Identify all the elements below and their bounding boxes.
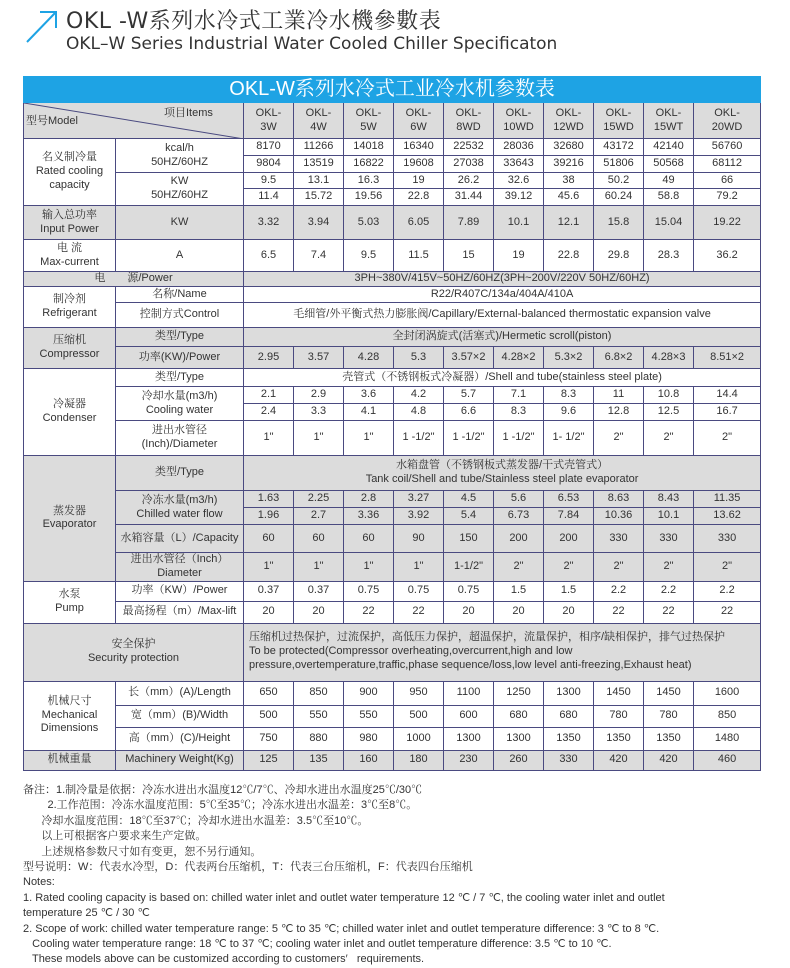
note-line: These models above can be customized according to customers′ requirements. [23, 953, 425, 966]
value-cell: 330 [544, 750, 594, 770]
value-cell: 12.8 [594, 404, 644, 421]
item-label: 进出水管径 (Inch)/Diameter [116, 421, 244, 456]
value-cell: 22 [694, 601, 761, 623]
security-value: 压缩机过热保护，过流保护，高低压力保护，超温保护，流量保护，相序/缺相保护，排气过热保护 To be protected(Compressor overheating,overcurrent,high and low pressure,overtemperature,traffic,phase sequence/loss,low level anti-freezing,Exhaust heat) [244, 623, 761, 681]
value-cell: 1" [294, 421, 344, 456]
value-cell: 10.1 [494, 206, 544, 240]
value-cell: 79.2 [694, 189, 761, 206]
value-cell: 200 [544, 525, 594, 553]
value-cell: 1 -1/2" [494, 421, 544, 456]
value-cell: 1" [244, 421, 294, 456]
value-cell: 10.36 [594, 508, 644, 525]
table-row [24, 173, 761, 189]
value-cell: 2" [694, 421, 761, 456]
note-line: 备注：1.制冷量是依据：冷冻水进出水温度12℃/7℃、冷却水进出水温度25℃/30℃ [23, 784, 423, 796]
value-cell: 11 [594, 387, 644, 404]
item-label: 水箱容量（L）/Capacity [116, 525, 244, 553]
unit-label: KW [116, 206, 244, 240]
value-cell: 15.04 [644, 206, 694, 240]
item-label: 最高扬程（m）/Max-lift [116, 601, 244, 623]
value-cell: 550 [344, 705, 394, 727]
value-cell: 8.63 [594, 491, 644, 508]
value-cell: 60.24 [594, 189, 644, 206]
value-cell: 6.8×2 [594, 347, 644, 369]
table-row [24, 456, 761, 491]
value-cell: 2" [644, 421, 694, 456]
value-cell: 8170 [244, 139, 294, 156]
value-cell: 19608 [394, 156, 444, 173]
item-label: Machinery Weight(Kg) [116, 750, 244, 770]
value-cell: 1100 [444, 681, 494, 705]
item-label: 类型/Type [116, 456, 244, 491]
value-cell: 7.4 [294, 240, 344, 272]
value-cell: 950 [394, 681, 444, 705]
note-line: 2.工作范围：冷冻水温度范围：5℃至35℃；冷冻水进出水温差：3℃至8℃。 [23, 799, 418, 812]
value-cell: 1 -1/2" [394, 421, 444, 456]
value-cell: 60 [244, 525, 294, 553]
note-line: 1. Rated cooling capacity is based on: chilled water inlet and outlet water temperature 12 ℃ / 7 ℃, the cooling water inlet and outlet [23, 891, 665, 904]
item-label: 控制方式Control [116, 303, 244, 328]
note-line: Cooling water temperature range: 18 ℃ to 37 ℃; cooling water inlet and outlet temperature difference: 3.5 ℃ to 10 ℃. [23, 938, 612, 951]
model-header: OKL- 10WD [494, 103, 544, 139]
value-cell: 3.92 [394, 508, 444, 525]
note-line: Notes: [23, 876, 55, 889]
item-label: 功率（KW）/Power [116, 581, 244, 601]
value-cell: 13519 [294, 156, 344, 173]
group-compressor: 压缩机 Compressor [24, 328, 116, 369]
value-cell: 160 [344, 750, 394, 770]
value-cell: 230 [444, 750, 494, 770]
value-cell: 4.5 [444, 491, 494, 508]
value-cell: 3.32 [244, 206, 294, 240]
value-cell: 330 [694, 525, 761, 553]
notes [23, 783, 783, 968]
group-refrigerant: 制冷剂 Refrigerant [24, 287, 116, 328]
table-row [24, 369, 761, 387]
value-cell: 6.6 [444, 404, 494, 421]
value-cell: 56760 [694, 139, 761, 156]
value-cell: 13.1 [294, 173, 344, 189]
value-cell: 6.05 [394, 206, 444, 240]
table-row [24, 328, 761, 347]
value-cell: 4.28 [344, 347, 394, 369]
page-title-cn: OKL -W系列水冷式工業冷水機參數表 [66, 9, 442, 34]
value-cell: 22 [344, 601, 394, 623]
group-weight: 机械重量 [24, 750, 116, 770]
value-cell: 38 [544, 173, 594, 189]
value-cell: 49 [644, 173, 694, 189]
value-cell: 1350 [544, 727, 594, 750]
table-row [24, 347, 761, 369]
value-cell: 8.3 [494, 404, 544, 421]
value-cell: 9.5 [244, 173, 294, 189]
value-cell: 45.6 [544, 189, 594, 206]
value-cell: 2.1 [244, 387, 294, 404]
security-label: 安全保护 Security protection [24, 623, 244, 681]
value-cell: 260 [494, 750, 544, 770]
value-cell: 10.8 [644, 387, 694, 404]
table-banner: OKL-W系列水冷式工业冷水机参数表 [24, 77, 761, 103]
value-cell: 22.8 [544, 240, 594, 272]
value-cell: 9.6 [544, 404, 594, 421]
value-cell: 27038 [444, 156, 494, 173]
value-cell: 1300 [494, 727, 544, 750]
value-cell: 650 [244, 681, 294, 705]
value-cell: 50568 [644, 156, 694, 173]
value-cell: 33643 [494, 156, 544, 173]
value-cell: 150 [444, 525, 494, 553]
value-cell: 20 [494, 601, 544, 623]
group-pump: 水泵 Pump [24, 581, 116, 623]
arrow-up-right-icon [24, 8, 60, 44]
value-cell: 680 [494, 705, 544, 727]
value-cell: 680 [544, 705, 594, 727]
value-cell: 22 [594, 601, 644, 623]
item-label: 进出水管径（Inch） Diameter [116, 553, 244, 582]
value-cell: 2.2 [694, 581, 761, 601]
value-cell: 32680 [544, 139, 594, 156]
value-cell: 1600 [694, 681, 761, 705]
value-cell: 2.4 [244, 404, 294, 421]
value-cell: 7.89 [444, 206, 494, 240]
value-cell: 4.1 [344, 404, 394, 421]
value-cell: 8.43 [644, 491, 694, 508]
note-line: 型号说明：W：代表水冷型，D：代表两台压缩机，T：代表三台压缩机，F：代表四台压缩机 [23, 861, 473, 874]
table-row [24, 553, 761, 582]
table-row [24, 272, 761, 287]
value-cell: 1450 [594, 681, 644, 705]
value-cell: 66 [694, 173, 761, 189]
table-row [24, 206, 761, 240]
value-cell: 31.44 [444, 189, 494, 206]
value-cell: 2.2 [644, 581, 694, 601]
value-cell: 19 [394, 173, 444, 189]
value-cell: 0.75 [344, 581, 394, 601]
value-cell: 2.25 [294, 491, 344, 508]
value-cell: 12.5 [644, 404, 694, 421]
corner-header [24, 103, 244, 139]
note-line: 以上可根据客户要求来生产定做。 [23, 830, 207, 843]
value-cell: 39216 [544, 156, 594, 173]
value-cell: 420 [594, 750, 644, 770]
span-value: 全封闭涡旋式(活塞式)/Hermetic scroll(piston) [244, 328, 761, 347]
value-cell: 500 [244, 705, 294, 727]
value-cell: 11266 [294, 139, 344, 156]
value-cell: 50.2 [594, 173, 644, 189]
value-cell: 780 [644, 705, 694, 727]
value-cell: 32.6 [494, 173, 544, 189]
value-cell: 5.03 [344, 206, 394, 240]
value-cell: 5.3 [394, 347, 444, 369]
value-cell: 3.57×2 [444, 347, 494, 369]
item-label: 功率(KW)/Power [116, 347, 244, 369]
model-header: OKL- 4W [294, 103, 344, 139]
model-header: OKL- 5W [344, 103, 394, 139]
value-cell: 2.2 [594, 581, 644, 601]
value-cell: 850 [694, 705, 761, 727]
value-cell: 1 -1/2" [444, 421, 494, 456]
value-cell: 6.5 [244, 240, 294, 272]
model-header: OKL- 8WD [444, 103, 494, 139]
value-cell: 20 [544, 601, 594, 623]
value-cell: 26.2 [444, 173, 494, 189]
value-cell: 16.3 [344, 173, 394, 189]
value-cell: 2" [694, 553, 761, 582]
model-header: OKL- 3W [244, 103, 294, 139]
value-cell: 1350 [644, 727, 694, 750]
value-cell: 13.62 [694, 508, 761, 525]
corner-items-label: 项目Items [164, 107, 213, 119]
value-cell: 9.5 [344, 240, 394, 272]
value-cell: 330 [594, 525, 644, 553]
value-cell: 3.6 [344, 387, 394, 404]
spec-table [23, 76, 761, 771]
model-header: OKL- 12WD [544, 103, 594, 139]
value-cell: 16340 [394, 139, 444, 156]
value-cell: 15 [444, 240, 494, 272]
value-cell: 60 [294, 525, 344, 553]
value-cell: 0.75 [394, 581, 444, 601]
table-row [24, 303, 761, 328]
value-cell: 600 [444, 705, 494, 727]
value-cell: 5.6 [494, 491, 544, 508]
note-line: temperature 25 ℃ / 30 ℃ [23, 907, 150, 920]
value-cell: 900 [344, 681, 394, 705]
value-cell: 14018 [344, 139, 394, 156]
value-cell: 1" [344, 421, 394, 456]
page-title-en: OKL–W Series Industrial Water Cooled Chiller Specificaton [66, 34, 558, 54]
value-cell: 3.94 [294, 206, 344, 240]
value-cell: 36.2 [694, 240, 761, 272]
value-cell: 850 [294, 681, 344, 705]
table-row [24, 581, 761, 601]
power-label: 电 源/Power [24, 272, 244, 287]
table-row [24, 525, 761, 553]
value-cell: 16.7 [694, 404, 761, 421]
value-cell: 8.3 [544, 387, 594, 404]
value-cell: 22 [644, 601, 694, 623]
value-cell: 7.1 [494, 387, 544, 404]
value-cell: 1-1/2" [444, 553, 494, 582]
value-cell: 14.4 [694, 387, 761, 404]
value-cell: 22.8 [394, 189, 444, 206]
item-label: 类型/Type [116, 369, 244, 387]
value-cell: 1" [394, 553, 444, 582]
value-cell: 135 [294, 750, 344, 770]
value-cell: 19 [494, 240, 544, 272]
value-cell: 42140 [644, 139, 694, 156]
table-row [24, 287, 761, 303]
group-dimensions: 机械尺寸 Mechanical Dimensions [24, 681, 116, 750]
value-cell: 29.8 [594, 240, 644, 272]
value-cell: 500 [394, 705, 444, 727]
value-cell: 1250 [494, 681, 544, 705]
group-cooling-capacity: 名义制冷量 Rated cooling capacity [24, 139, 116, 206]
value-cell: 2" [644, 553, 694, 582]
table-row [24, 727, 761, 750]
value-cell: 1000 [394, 727, 444, 750]
item-label: 冷冻水量(m3/h) Chilled water flow [116, 491, 244, 525]
value-cell: 68112 [694, 156, 761, 173]
value-cell: 180 [394, 750, 444, 770]
value-cell: 5.7 [444, 387, 494, 404]
value-cell: 6.53 [544, 491, 594, 508]
value-cell: 22532 [444, 139, 494, 156]
item-label: 类型/Type [116, 328, 244, 347]
value-cell: 2.8 [344, 491, 394, 508]
value-cell: 11.5 [394, 240, 444, 272]
value-cell: 28.3 [644, 240, 694, 272]
value-cell: 2.7 [294, 508, 344, 525]
span-value: R22/R407C/134a/404A/410A [244, 287, 761, 303]
value-cell: 19.22 [694, 206, 761, 240]
value-cell: 10.1 [644, 508, 694, 525]
value-cell: 4.28×3 [644, 347, 694, 369]
value-cell: 880 [294, 727, 344, 750]
value-cell: 1.5 [544, 581, 594, 601]
unit-label: kcal/h 50HZ/60HZ [116, 139, 244, 173]
value-cell: 5.4 [444, 508, 494, 525]
table-row [24, 421, 761, 456]
corner-model-label: 型号Model [26, 115, 78, 127]
value-cell: 8.51×2 [694, 347, 761, 369]
unit-label: A [116, 240, 244, 272]
value-cell: 90 [394, 525, 444, 553]
value-cell: 1" [294, 553, 344, 582]
model-header: OKL- 15WD [594, 103, 644, 139]
value-cell: 28036 [494, 139, 544, 156]
value-cell: 12.1 [544, 206, 594, 240]
note-line: 冷却水温度范围：18℃至37℃；冷却水进出水温差：3.5℃至10℃。 [23, 814, 369, 827]
value-cell: 3.27 [394, 491, 444, 508]
value-cell: 19.56 [344, 189, 394, 206]
value-cell: 20 [444, 601, 494, 623]
model-header: OKL- 6W [394, 103, 444, 139]
value-cell: 1450 [644, 681, 694, 705]
span-value: 毛细管/外平衡式热力膨胀阀/Capillary/External-balanced thermostatic expansion valve [244, 303, 761, 328]
table-row [24, 139, 761, 156]
value-cell: 1300 [444, 727, 494, 750]
value-cell: 1350 [594, 727, 644, 750]
value-cell: 4.28×2 [494, 347, 544, 369]
table-row [24, 623, 761, 681]
value-cell: 330 [644, 525, 694, 553]
value-cell: 16822 [344, 156, 394, 173]
value-cell: 20 [244, 601, 294, 623]
table-row [24, 491, 761, 508]
value-cell: 780 [594, 705, 644, 727]
value-cell: 2" [494, 553, 544, 582]
group-evaporator: 蒸发器 Evaporator [24, 456, 116, 582]
note-line: 上述规格参数尺寸如有变更，恕不另行通知。 [23, 845, 262, 858]
value-cell: 3.57 [294, 347, 344, 369]
value-cell: 2" [544, 553, 594, 582]
value-cell: 4.8 [394, 404, 444, 421]
value-cell: 2" [594, 553, 644, 582]
value-cell: 200 [494, 525, 544, 553]
value-cell: 125 [244, 750, 294, 770]
group-condenser: 冷凝器 Condenser [24, 369, 116, 456]
value-cell: 980 [344, 727, 394, 750]
value-cell: 1" [344, 553, 394, 582]
group-input-power: 输入总功率 Input Power [24, 206, 116, 240]
value-cell: 15.8 [594, 206, 644, 240]
value-cell: 420 [644, 750, 694, 770]
table-row [24, 77, 761, 103]
value-cell: 11.4 [244, 189, 294, 206]
value-cell: 1.96 [244, 508, 294, 525]
table-row [24, 681, 761, 705]
value-cell: 3.36 [344, 508, 394, 525]
group-max-current: 电 流 Max-current [24, 240, 116, 272]
value-cell: 39.12 [494, 189, 544, 206]
value-cell: 0.75 [444, 581, 494, 601]
value-cell: 51806 [594, 156, 644, 173]
value-cell: 2" [594, 421, 644, 456]
value-cell: 1.5 [494, 581, 544, 601]
item-label: 名称/Name [116, 287, 244, 303]
note-line: 2. Scope of work: chilled water temperature range: 5 ℃ to 35 ℃; chilled water inlet and outlet temperature difference: 3 ℃ to 8 ℃. [23, 922, 660, 935]
value-cell: 9804 [244, 156, 294, 173]
model-header: OKL- 20WD [694, 103, 761, 139]
table-row [24, 387, 761, 404]
value-cell: 1300 [544, 681, 594, 705]
value-cell: 2.9 [294, 387, 344, 404]
table-row [24, 750, 761, 770]
table-row [24, 705, 761, 727]
value-cell: 1- 1/2" [544, 421, 594, 456]
power-value: 3PH~380V/415V~50HZ/60HZ(3PH~200V/220V 50HZ/60HZ) [244, 272, 761, 287]
item-label: 长（mm）(A)/Length [116, 681, 244, 705]
span-value: 壳管式（不锈钢板式冷凝器）/Shell and tube(stainless steel plate) [244, 369, 761, 387]
value-cell: 15.72 [294, 189, 344, 206]
value-cell: 11.35 [694, 491, 761, 508]
table-row [24, 103, 761, 139]
value-cell: 550 [294, 705, 344, 727]
value-cell: 58.8 [644, 189, 694, 206]
value-cell: 6.73 [494, 508, 544, 525]
item-label: 冷却水量(m3/h) Cooling water [116, 387, 244, 421]
value-cell: 0.37 [294, 581, 344, 601]
value-cell: 60 [344, 525, 394, 553]
value-cell: 4.2 [394, 387, 444, 404]
value-cell: 22 [394, 601, 444, 623]
value-cell: 7.84 [544, 508, 594, 525]
value-cell: 1" [244, 553, 294, 582]
value-cell: 750 [244, 727, 294, 750]
item-label: 高（mm）(C)/Height [116, 727, 244, 750]
value-cell: 0.37 [244, 581, 294, 601]
item-label: 宽（mm）(B)/Width [116, 705, 244, 727]
value-cell: 1480 [694, 727, 761, 750]
model-header: OKL- 15WT [644, 103, 694, 139]
value-cell: 460 [694, 750, 761, 770]
table-row [24, 240, 761, 272]
table-row [24, 601, 761, 623]
value-cell: 20 [294, 601, 344, 623]
value-cell: 43172 [594, 139, 644, 156]
value-cell: 1.63 [244, 491, 294, 508]
value-cell: 5.3×2 [544, 347, 594, 369]
unit-label: KW 50HZ/60HZ [116, 173, 244, 206]
value-cell: 2.95 [244, 347, 294, 369]
span-value: 水箱盘管（不锈钢板式蒸发器/干式壳管式） Tank coil/Shell and tube/Stainless steel plate evaporator [244, 456, 761, 491]
value-cell: 3.3 [294, 404, 344, 421]
